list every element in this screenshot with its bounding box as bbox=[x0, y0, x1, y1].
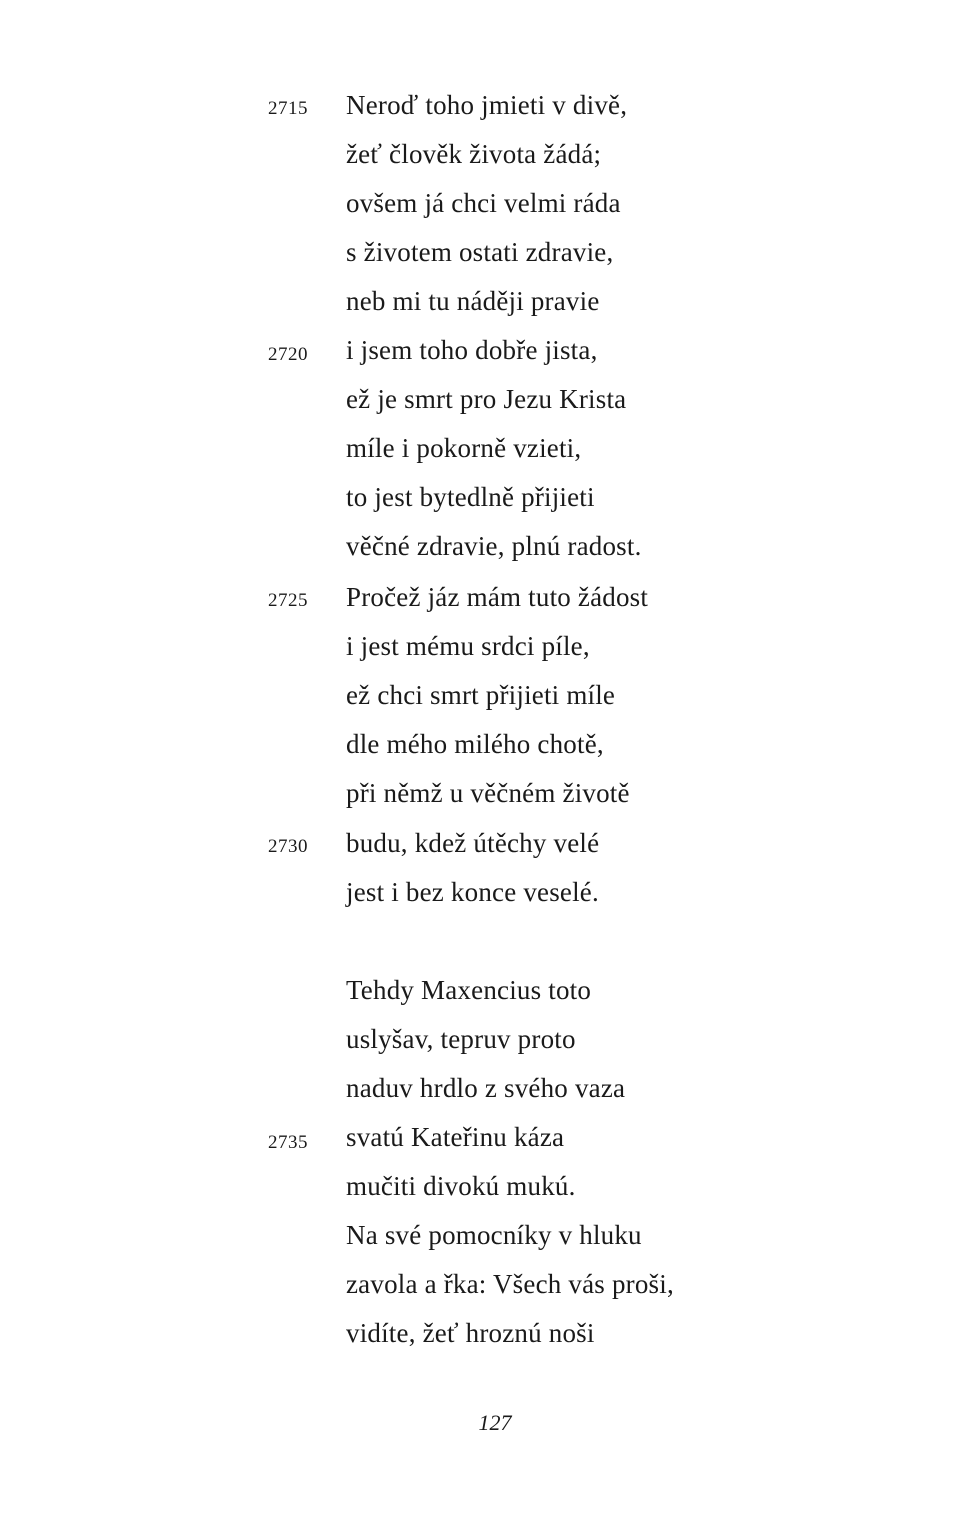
verse-line: Neroď toho jmieti v divě, bbox=[346, 90, 628, 120]
line-number: 2730 bbox=[268, 836, 308, 857]
verse-line: ež chci smrt přijieti míle bbox=[346, 680, 616, 710]
line-number: 2725 bbox=[268, 590, 308, 611]
verse-line: žeť člověk života žádá; bbox=[346, 139, 602, 169]
verse-line: dle mého milého chotě, bbox=[346, 729, 604, 759]
verse-line: i jest mému srdci píle, bbox=[346, 631, 590, 661]
verse-line: to jest bytedlně přijieti bbox=[346, 482, 595, 512]
verse-line: vidíte, žeť hroznú noši bbox=[346, 1318, 595, 1348]
verse-line: při němž u věčném životě bbox=[346, 778, 630, 808]
verse-line: i jsem toho dobře jista, bbox=[346, 335, 598, 365]
verse-line: mučiti divokú mukú. bbox=[346, 1171, 576, 1201]
page-number: 127 bbox=[478, 1410, 512, 1435]
verse-line: svatú Kateřinu káza bbox=[346, 1122, 565, 1152]
verse-line: zavola a řka: Všech vás proši, bbox=[346, 1269, 674, 1299]
verse-line: Tehdy Maxencius toto bbox=[346, 975, 592, 1005]
verse-line: Na své pomocníky v hluku bbox=[346, 1220, 642, 1250]
verse-line: ovšem já chci velmi ráda bbox=[346, 188, 621, 218]
verse-line: s životem ostati zdravie, bbox=[346, 237, 614, 267]
verse-line: neb mi tu náději pravie bbox=[346, 286, 600, 316]
verse-line: naduv hrdlo z svého vaza bbox=[346, 1073, 626, 1103]
verse-line: budu, kdež útěchy velé bbox=[346, 828, 600, 858]
verse-line: uslyšav, tepruv proto bbox=[346, 1024, 576, 1054]
verse-line: jest i bez konce veselé. bbox=[346, 877, 599, 907]
line-number: 2735 bbox=[268, 1132, 308, 1153]
line-number: 2720 bbox=[268, 344, 308, 365]
verse-line: Pročež jáz mám tuto žádost bbox=[346, 582, 649, 612]
verse-line: míle i pokorně vzieti, bbox=[346, 433, 582, 463]
line-number: 2715 bbox=[268, 98, 308, 119]
verse-line: věčné zdravie, plnú radost. bbox=[346, 531, 642, 561]
verse-line: ež je smrt pro Jezu Krista bbox=[346, 384, 627, 414]
